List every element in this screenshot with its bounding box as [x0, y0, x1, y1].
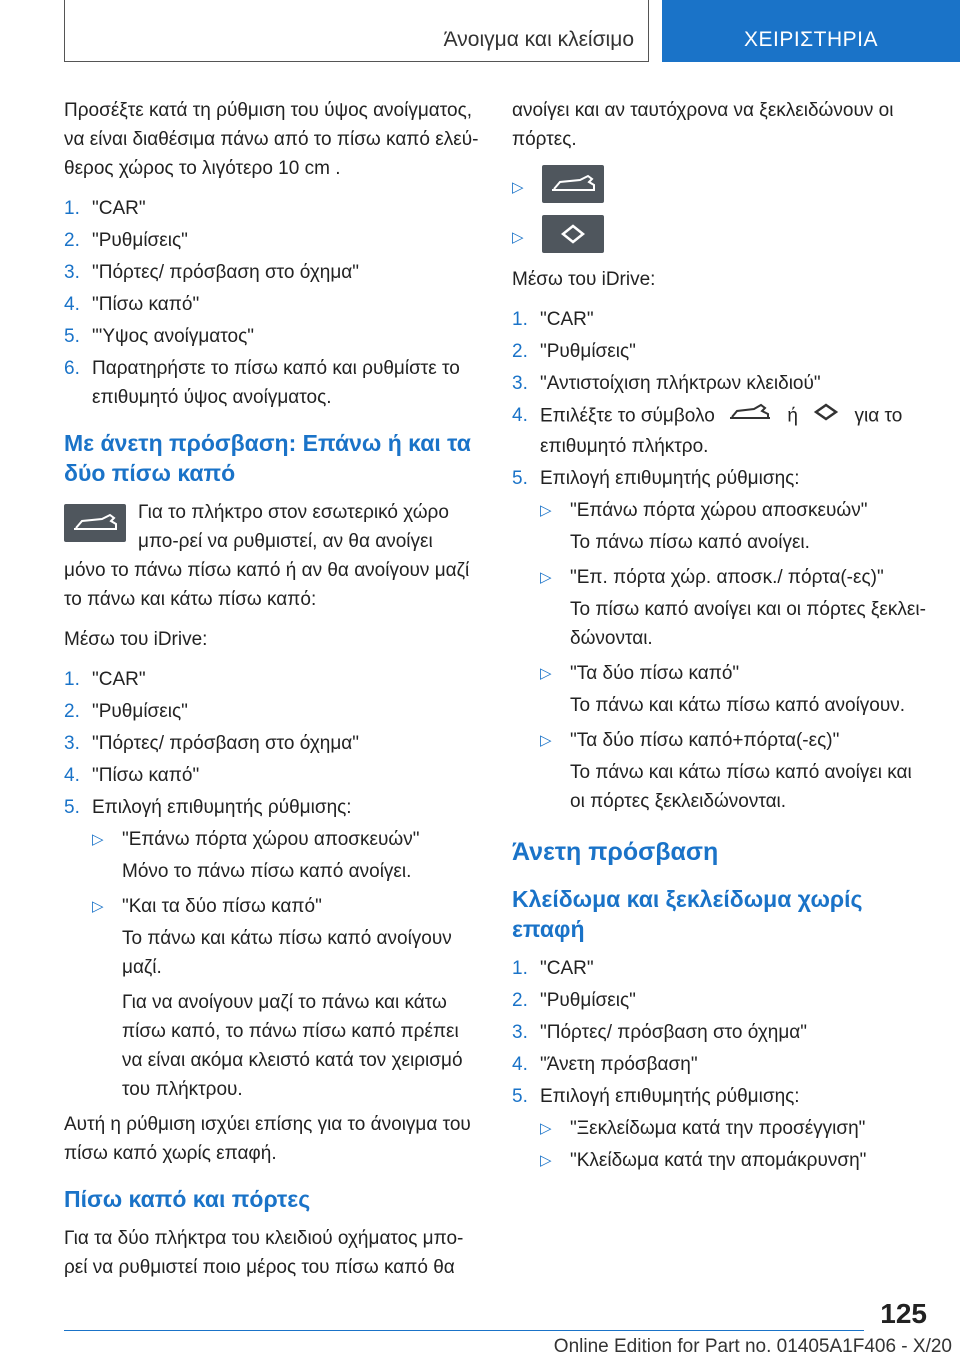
header-section-box	[64, 0, 649, 62]
list-item: 3. "Πόρτες/ πρόσβαση στο όχημα"	[64, 733, 360, 754]
contactless-note: Αυτή η ρύθμιση ισχύει επίσης για το άνοιγμα του πίσω καπό χωρίς επαφή.	[64, 1114, 471, 1164]
footer-divider	[64, 1330, 864, 1331]
list-item: 2. "Ρυθμίσεις"	[512, 341, 636, 362]
option-description: Μόνο το πάνω πίσω καπό ανοίγει.	[122, 861, 412, 882]
list-item: 3. "Πόρτες/ πρόσβαση στο όχημα"	[512, 1022, 808, 1043]
option-note: Για να ανοίγουν μαζί το πάνω και κάτω πίσω καπό, το πάνω πίσω καπό πρέπει να είναι ακόμα κλειστό κατά τον χειρισμό του πλήκτρου.	[122, 992, 463, 1100]
footer-edition: Online Edition for Part no. 01405A1F406 - X/20	[553, 1336, 952, 1357]
list-item: 1. "CAR"	[64, 669, 146, 690]
list-item: 5. Επιλογή επιθυμητής ρύθμισης:	[512, 1086, 800, 1107]
option-description: Το πάνω και κάτω πίσω καπό ανοίγει και οι πόρτες ξεκλειδώνονται.	[570, 762, 912, 812]
chevron-diamond-icon	[542, 215, 604, 253]
list-item: 4. "Άνετη πρόσβαση"	[512, 1054, 698, 1075]
chevron-diamond-icon	[811, 401, 841, 432]
option-description: Το πάνω πίσω καπό ανοίγει.	[570, 532, 810, 553]
list-item: 2. "Ρυθμίσεις"	[512, 990, 636, 1011]
list-item: 1. "CAR"	[64, 198, 146, 219]
key-symbol-unlock-row	[512, 215, 927, 255]
list-item: 1. "CAR"	[512, 309, 594, 330]
list-item: 5. "'Υψος ανοίγματος"	[64, 326, 255, 347]
settings-list-key	[512, 305, 927, 493]
option-description: Το πάνω και κάτω πίσω καπό ανοίγουν.	[570, 695, 906, 716]
triangle-right-icon: ▷	[92, 898, 104, 915]
trunk-button-paragraph: Για το πλήκτρο στον εσωτερικό χώρο μπο-ρεί να ρυθμιστεί, αν θα ανοίγει μόνο το πάνω πίσω καπό ή αν θα ανοίγουν μαζί το πάνω και κάτω πίσω καπό:	[64, 502, 470, 610]
option-item: ▷ "Τα δύο πίσω καπό"	[540, 659, 927, 688]
list-item: 4. "Πίσω καπό"	[64, 294, 200, 315]
list-item: 6. Παρατηρήστε το πίσω καπό και ρυθμίστε το επιθυμητό ύψος ανοίγματος.	[64, 358, 460, 408]
page-number: 125	[880, 1298, 927, 1329]
triangle-right-icon: ▷	[540, 732, 552, 749]
settings-list-comfort	[512, 954, 927, 1111]
via-idrive-label: Μέσω του iDrive:	[64, 629, 208, 650]
heading-comfort-access-trunk: Με άνετη πρόσβαση: Επάνω ή και τα δύο πίσω καπό	[64, 430, 471, 486]
option-unlock-approach: ▷ "Ξεκλείδωμα κατά την προσέγγιση"	[540, 1114, 927, 1143]
list-item: 2. "Ρυθμίσεις"	[64, 230, 188, 251]
option-description: Το πίσω καπό ανοίγει και οι πόρτες ξεκλει-δώνονται.	[570, 599, 926, 649]
via-idrive-label: Μέσω του iDrive:	[512, 269, 656, 290]
option-upper-door: ▷ "Επάνω πόρτα χώρου αποσκευών"	[92, 825, 479, 854]
continued-paragraph: ανοίγει και αν ταυτόχρονα να ξεκλειδώνουν οι πόρτες.	[512, 100, 894, 150]
key-symbol-trunk-row	[512, 165, 927, 205]
list-item: 1. "CAR"	[512, 958, 594, 979]
triangle-right-icon: ▷	[512, 179, 524, 196]
car-trunk-icon	[728, 401, 774, 432]
option-item: ▷ "Επ. πόρτα χώρ. αποσκ./ πόρτα(-ες)"	[540, 563, 927, 592]
car-trunk-icon	[64, 504, 126, 542]
triangle-right-icon: ▷	[540, 569, 552, 586]
settings-list-trunk	[64, 665, 479, 822]
option-item: ▷ "Τα δύο πίσω καπό+πόρτα(-ες)"	[540, 726, 927, 755]
heading-contactless-locking: Κλείδωμα και ξεκλείδωμα χωρίς επαφή	[512, 886, 863, 942]
triangle-right-icon: ▷	[540, 502, 552, 519]
list-item: 4. Επιλέξτε το σύμβολο ή για το επιθυμητό πλήκτρο.	[512, 401, 927, 461]
heading-trunk-and-doors: Πίσω καπό και πόρτες	[64, 1186, 311, 1212]
triangle-right-icon: ▷	[540, 1152, 552, 1169]
option-item: ▷ "Επάνω πόρτα χώρου αποσκευών"	[540, 496, 927, 525]
settings-list-height	[64, 194, 479, 412]
triangle-right-icon: ▷	[512, 229, 524, 246]
car-trunk-icon	[542, 165, 604, 203]
intro-paragraph: Προσέξτε κατά τη ρύθμιση του ύψος ανοίγματος, να είναι διαθέσιμα πάνω από το πίσω καπό ελεύ-θερος χώρος το λιγότερο 10 cm .	[64, 100, 479, 179]
triangle-right-icon: ▷	[540, 1120, 552, 1137]
right-column	[512, 96, 927, 1178]
list-item: 5. Επιλογή επιθυμητής ρύθμισης:	[64, 797, 352, 818]
triangle-right-icon: ▷	[92, 831, 104, 848]
left-column	[64, 96, 479, 1293]
triangle-right-icon: ▷	[540, 665, 552, 682]
list-item: 3. "Πόρτες/ πρόσβαση στο όχημα"	[64, 262, 360, 283]
option-lock-walkaway: ▷ "Κλείδωμα κατά την απομάκρυνση"	[540, 1146, 927, 1175]
list-item: 5. Επιλογή επιθυμητής ρύθμισης:	[512, 468, 800, 489]
key-buttons-paragraph: Για τα δύο πλήκτρα του κλειδιού οχήματος μπο-ρεί να ρυθμιστεί ποιο μέρος του πίσω καπό θα	[64, 1228, 464, 1278]
list-item: 2. "Ρυθμίσεις"	[64, 701, 188, 722]
option-both-trunks: ▷ "Και τα δύο πίσω καπό"	[92, 892, 479, 921]
option-description: Το πάνω και κάτω πίσω καπό ανοίγουν μαζί.	[122, 928, 452, 978]
list-item: 3. "Αντιστοίχιση πλήκτρων κλειδιού"	[512, 373, 821, 394]
heading-comfort-access: Άνετη πρόσβαση	[512, 838, 719, 866]
section-title: Άνοιγμα και κλείσιμο	[443, 28, 634, 51]
chapter-tab-label: ΧΕΙΡΙΣΤΗΡΙΑ	[743, 28, 878, 51]
chapter-tab[interactable]	[662, 0, 960, 62]
list-item: 4. "Πίσω καπό"	[64, 765, 200, 786]
